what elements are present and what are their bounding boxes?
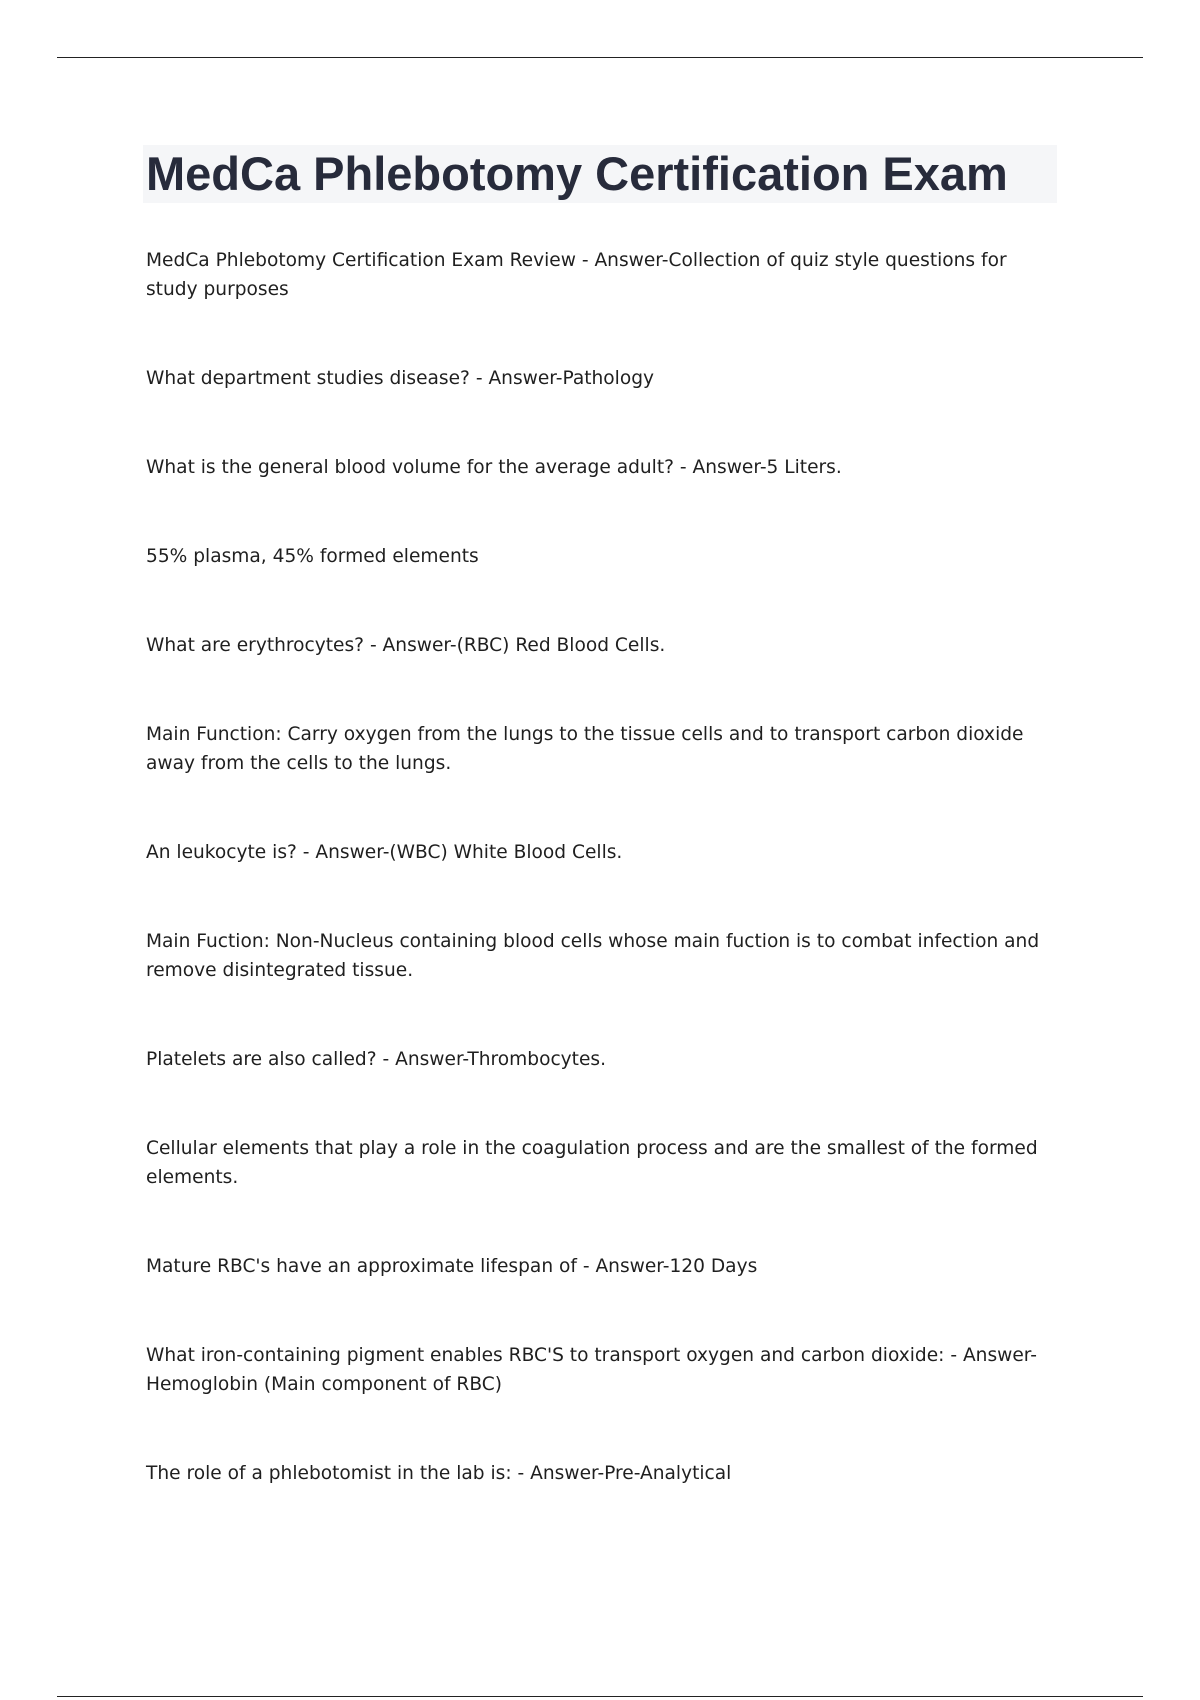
qa-item: Platelets are also called? - Answer-Thrombocytes.	[146, 1049, 606, 1070]
note-paragraph: Main Function: Carry oxygen from the lungs to the tissue cells and to transport carbon dioxide away from the cells to the lungs.	[146, 724, 1024, 774]
note-paragraph: 55% plasma, 45% formed elements	[146, 546, 479, 567]
top-rule	[57, 57, 1143, 58]
qa-item: What iron-containing pigment enables RBC'S to transport oxygen and carbon dioxide: - Answer-Hemoglobin (Main component of RBC)	[146, 1345, 1037, 1395]
qa-item: The role of a phlebotomist in the lab is: - Answer-Pre-Analytical	[146, 1463, 732, 1484]
bottom-rule	[57, 1696, 1143, 1697]
title-banner	[143, 145, 1057, 203]
qa-item: An leukocyte is? - Answer-(WBC) White Blood Cells.	[146, 842, 623, 863]
page-title: MedCa Phlebotomy Certification Exam	[146, 147, 1008, 200]
qa-item: What department studies disease? - Answer-Pathology	[146, 368, 655, 389]
note-paragraph: Cellular elements that play a role in the coagulation process and are the smallest of the formed elements.	[146, 1138, 1038, 1188]
qa-item: What is the general blood volume for the average adult? - Answer-5 Liters.	[146, 457, 842, 478]
document-body	[146, 246, 1046, 1548]
qa-item: What are erythrocytes? - Answer-(RBC) Red Blood Cells.	[146, 635, 666, 656]
intro-paragraph: MedCa Phlebotomy Certification Exam Review - Answer-Collection of quiz style questions for study purposes	[146, 250, 1007, 300]
qa-item: Mature RBC's have an approximate lifespan of - Answer-120 Days	[146, 1256, 758, 1277]
note-paragraph: Main Fuction: Non-Nucleus containing blood cells whose main fuction is to combat infection and remove disintegrated tissue.	[146, 931, 1040, 981]
